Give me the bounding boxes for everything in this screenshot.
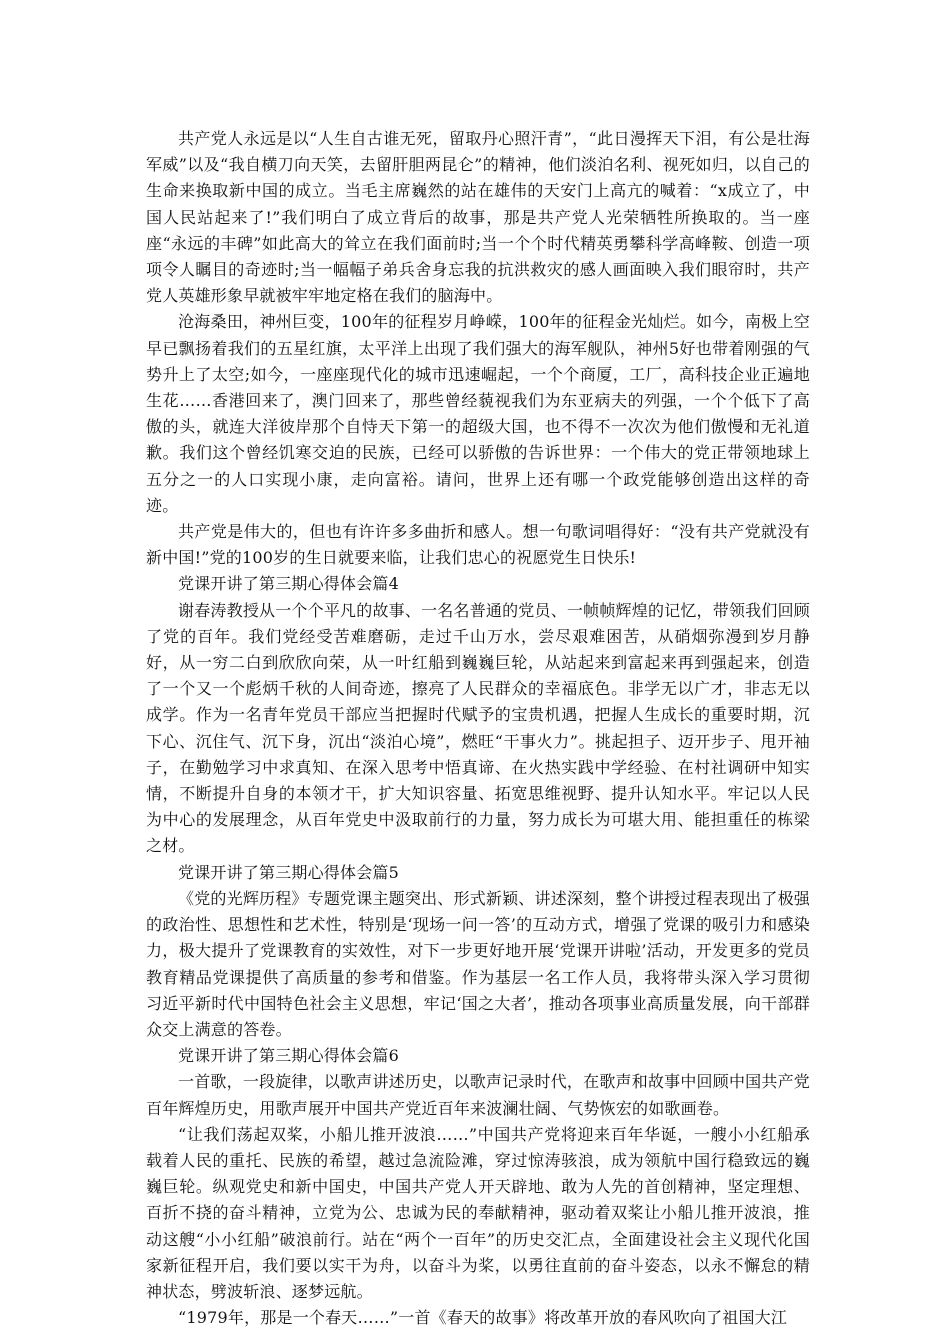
paragraph-4: 谢春涛教授从一个个平凡的故事、一名名普通的党员、一帧帧辉煌的记忆，带领我们回顾了党的百年。我们党经受苦难磨砺，走过千山万水，尝尽艰难困苦，从硝烟弥漫到岁月静好，从一穷二白到欣欣向荣，从一叶红船到巍巍巨轮，从站起来到富起来再到强起来，创造了一个又一个彪炳千秋的人间奇迹，擦亮了人民群众的幸福底色。非学无以广才，非志无以成学。作为一名青年党员干部应当把握时代赋予的宝贵机遇，把握人生成长的重要时期，沉下心、沉住气、沉下身，沉出“淡泊心境”，燃旺“干事火力”。挑起担子、迈开步子、甩开袖子，在勤勉学习中求真知、在深入思考中悟真谛、在火热实践中学经验、在村社调研中知实情，不断提升自身的本领才干，扩大知识容量、拓宽思维视野、提升认知水平。牢记以人民为中心的发展理念，从百年党史中汲取前行的力量，努力成长为可堪大用、能担重任的栋梁之材。 (146, 600, 810, 856)
section-heading-5: 党课开讲了第三期心得体会篇5 (178, 862, 399, 882)
section-heading-4: 党课开讲了第三期心得体会篇4 (178, 574, 399, 594)
paragraph-5: 《党的光辉历程》专题党课主题突出、形式新颖、讲述深刻，整个讲授过程表现出了极强的政治性、思想性和艺术性，特别是‘现场一问一答’的互动方式，增强了党课的吸引力和感染力，极大提升了党课教育的实效性，对下一步更好地开展‘党课开讲啦’活动，开发更多的党员教育精品党课提供了高质量的参考和借鉴。作为基层一名工作人员，我将带头深入学习贯彻习近平新时代中国特色社会主义思想，牢记‘国之大者’，推动各项事业高质量发展，向干部群众交上满意的答卷。 (146, 888, 810, 1039)
paragraph-2: 沧海桑田，神州巨变，100年的征程岁月峥嵘，100年的征程金光灿烂。如今，南极上空早已飘扬着我们的五星红旗，太平洋上出现了我们强大的海军舰队，神州5好也带着刚强的气势升上了太空;如今，一座座现代化的城市迅速崛起，一个个商厦，工厂，高科技企业正遍地生花……香港回来了，澳门回来了，那些曾经藐视我们为东亚病夫的列强，一个个低下了高傲的头，就连大洋彼岸那个自恃天下第一的超级大国，也不得不一次次为他们傲慢和无礼道歉。我们这个曾经饥寒交迫的民族，已经可以骄傲的告诉世界：一个伟大的党正带领地球上五分之一的人口实现小康，走向富裕。请问，世界上还有哪一个政党能够创造出这样的奇迹。 (146, 312, 810, 515)
paragraph-7: “让我们荡起双桨，小船儿推开波浪……”中国共产党将迎来百年华诞，一艘小小红船承载着人民的重托、民族的希望，越过急流险滩，穿过惊涛骇浪，成为领航中国行稳致远的巍巍巨轮。纵观党史和新中国史，中国共产党人开天辟地、敢为人先的首创精神，坚定理想、百折不挠的奋斗精神，立党为公、忠诚为民的奉献精神，驱动着双桨让小船儿推开波浪，推动这艘“小小红船”破浪前行。站在“两个一百年”的历史交汇点，全面建设社会主义现代化国家新征程开启，我们要以实干为舟，以奋斗为桨，以勇往直前的奋斗姿态，以永不懈怠的精神状态，劈波斩浪、逐梦远航。 (146, 1124, 810, 1301)
paragraph-1: 共产党人永远是以“人生自古谁无死，留取丹心照汗青”，“此日漫挥天下泪，有公是壮海军威”以及“我自横刀向天笑，去留肝胆两昆仑”的精神，他们淡泊名利、视死如归，以自己的生命来换取新中国的成立。当毛主席巍然的站在雄伟的天安门上高亢的喊着：“x成立了，中国人民站起来了!”我们明白了成立背后的故事，那是共产党人光荣牺牲所换取的。当一座座“永远的丰碑”如此高大的耸立在我们面前时;当一个个时代精英勇攀科学高峰鞍、创造一项项令人瞩目的奇迹时;当一幅幅子弟兵舍身忘我的抗洪救灾的感人画面映入我们眼帘时，共产党人英雄形象早就被牢牢地定格在我们的脑海中。 (146, 129, 810, 306)
paragraph-3: 共产党是伟大的，但也有许许多多曲折和感人。想一句歌词唱得好：“没有共产党就没有新中国!”党的100岁的生日就要来临，让我们忠心的祝愿党生日快乐! (146, 522, 810, 568)
document-body (146, 126, 810, 1331)
paragraph-6: 一首歌，一段旋律，以歌声讲述历史，以歌声记录时代，在歌声和故事中回顾中国共产党百年辉煌历史，用歌声展开中国共产党近百年来波澜壮阔、气势恢宏的如歌画卷。 (146, 1072, 810, 1118)
section-heading-6: 党课开讲了第三期心得体会篇6 (178, 1046, 399, 1066)
paragraph-8: “1979年，那是一个春天……”一首《春天的故事》将改革开放的春风吹向了祖国大江 (178, 1308, 788, 1328)
